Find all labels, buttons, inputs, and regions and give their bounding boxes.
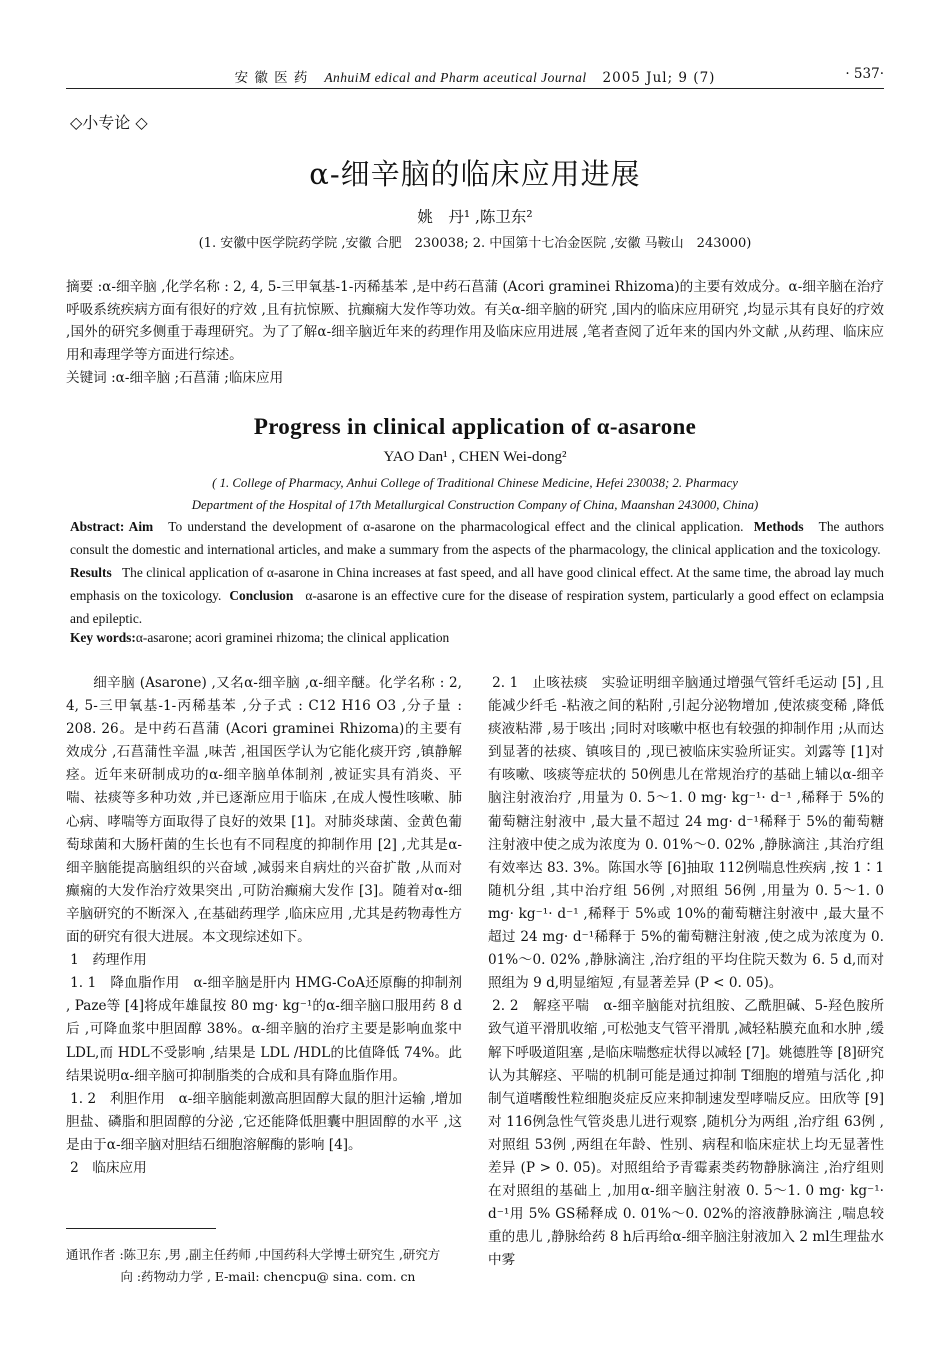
authors-en: YAO Dan¹ , CHEN Wei-dong² xyxy=(383,449,567,465)
keywords-en-items: α-asarone; acori graminei rhizoma; the clinical application xyxy=(135,630,450,645)
running-header xyxy=(66,66,884,88)
title-cn: α-细辛脑的临床应用进展 xyxy=(309,157,641,191)
abstract-conclusion: α-asarone is an effective cure for the disease of respiration system, particularly a good effect on eclampsia and epileptic. xyxy=(70,588,884,626)
title-en: Progress in clinical application of α-asarone xyxy=(253,414,697,439)
body-right-column xyxy=(488,672,884,1272)
affiliation-en-line2: Department of the Hospital of 17th Metallurgical Construction Company of China, Maanshan 243000, China) xyxy=(191,498,759,512)
journal-issue: 2005 Jul; 9 (7) xyxy=(602,70,716,86)
abstract-en xyxy=(70,515,884,630)
section-1-2: 1. 2 利胆作用 α-细辛脑能刺激高胆固醇大鼠的胆汁运输 ,增加胆盐、磷脂和胆固醇的分泌 ,它还能降低胆囊中胆固醇的水平 ,这是由于α-细辛脑对胆结石细胞溶解酶的影响 [4]。 xyxy=(66,1090,462,1153)
body-left-column xyxy=(66,672,462,1180)
abstract-conclusion-label: Conclusion xyxy=(229,588,294,603)
section-heading-2: 2 临床应用 xyxy=(70,1159,147,1176)
column-tag: ◇小专论 ◇ xyxy=(70,113,148,132)
abstract-aim-label: Abstract: Aim xyxy=(70,519,154,534)
abstract-results-label: Results xyxy=(70,565,112,580)
abstract-aim: To understand the development of α-asarone on the pharmacological effect and the clinical application. xyxy=(168,519,744,534)
affiliation-cn: (1. 安徽中医学院药学院 ,安徽 合肥 230038; 2. 中国第十七冶金医院 ,安徽 马鞍山 243000) xyxy=(198,236,752,251)
page-number: · 537· xyxy=(845,66,884,82)
abstract-methods-label: Methods xyxy=(753,519,804,534)
section-2-1: 2. 1 止咳祛痰 实验证明细辛脑通过增强气管纤毛运动 [5] ,且能减少纤毛 -粘液之间的粘附 ,引起分泌物增加 ,使浓痰变稀 ,降低痰液粘滞 ,易于咳出 ;同时对咳嗽中枢也有较强的抑制作用 ;从而达到显著的祛痰、镇咳目的 ,现已被临床实验所证实。刘露等 [1]对有咳嗽、咳痰等症状的 50例患儿在常规治疗的基础上辅以α-细辛脑注射液治疗 ,用量为 0. 5～1. 0 mg· kg⁻¹· d⁻¹ ,稀释于 5%的葡萄糖注射液中 ,最大量不超过 24 mg· d⁻¹稀释于 5%的葡萄糖注射液中使之成为浓度为 0. 01%～0. 02% ,静脉滴注 ,其治疗组有效率达 83. 3%。陈国水等 [6]抽取 112例喘息性疾病 ,按 1∶1随机分组 ,其中治疗组 56例 ,对照组 56例 ,用量为 0. 5～1. 0 mg· kg⁻¹· d⁻¹ ,稀释于 5%或 10%的葡萄糖注射液中 ,最大量不超过 24 mg· d⁻¹稀释于 5%的葡萄糖注射液 ,使之成为浓度为 0. 01%～0. 02% ,静脉滴注 ,治疗组的平均住院天数为 6. 5 d,而对照组为 9 d,明显缩短 ,有显著差异 (P < 0. 05)。 xyxy=(488,675,884,992)
keywords-en-label: Key words: xyxy=(70,630,136,645)
abstract-results: The clinical application of α-asarone in China increases at fast speed, and all have good clinical effect. At the same time, the abroad lay much emphasis on the toxicology. xyxy=(70,565,884,603)
footnote-line1: 通讯作者 :陈卫东 ,男 ,副主任药师 ,中国药科大学博士研究生 ,研究方 xyxy=(66,1247,441,1262)
keywords-cn: 关键词 :α-细辛脑 ;石菖蒲 ;临床应用 xyxy=(66,370,284,386)
abstract-methods: The authors consult the domestic and international articles, and make a summary from the aspects of the pharmacology, the clinical application and the toxicology. xyxy=(70,519,884,557)
footnote-line2: 向 :药物动力学 , E-mail: chencpu@ sina. com. cn xyxy=(120,1269,416,1284)
section-2-2: 2. 2 解痉平喘 α-细辛脑能对抗组胺、乙酰胆碱、5-羟色胺所致气道平滑肌收缩 ,可松弛支气管平滑肌 ,减轻粘膜充血和水肿 ,缓解下呼吸道阻塞 ,是临床喘憋症状得以减轻 [7]。姚德胜等 [8]研究认为其解痉、平喘的机制可能是通过抑制 T细胞的增殖与活化 ,抑制气道嗜酸性粒细胞炎症反应来抑制速发型哮喘反应。田欣等 [9]对 116例急性气管炎患儿进行观察 ,随机分为两组 ,治疗组 63例 ,对照组 53例 ,两组在年龄、性别、病程和临床症状上均无显著性差异 (P > 0. 05)。对照组给予青霉素类药物静脉滴注 ,治疗组则在对照组的基础上 ,加用α-细辛脑注射液 0. 5～1. 0 mg· kg⁻¹· d⁻¹用 5% GS稀释成 0. 01%～0. 02%的溶液静脉滴注 ,喘息较重的患儿 ,静脉给药 8 h后再给α-细辛脑注射液加入 2 ml生理盐水中雾 xyxy=(488,998,884,1269)
corresponding-author-footnote xyxy=(66,1244,466,1288)
section-1-1: 1. 1 降血脂作用 α-细辛脑是肝内 HMG-CoA还原酶的抑制剂 , Paze等 [4]将成年雄鼠按 80 mg· kg⁻¹的α-细辛脑口服用药 8 d后 ,可降血浆中胆固醇 38%。α-细辛脑的治疗主要是影响血浆中 LDL,而 HDL不受影响 ,结果是 LDL /HDL的比值降低 74%。此结果说明α-细辛脑可抑制脂类的合成和具有降血脂作用。 xyxy=(66,975,462,1084)
abstract-cn: 摘要 :α-细辛脑 ,化学名称 : 2, 4, 5-三甲氧基-1-丙稀基苯 ,是中药石菖蒲 (Acori graminei Rhizoma)的主要有效成分。α-细辛脑在治疗呼吸系统疾病方面有很好的疗效 ,且有抗惊厥、抗癫痫大发作等功效。有关α-细辛脑的研究 ,国内的临床应用研究 ,均显示其有良好的疗效 ,国外的研究多侧重于毒理研究。为了了解α-细辛脑近年来的药理作用及临床应用进展 ,笔者查阅了近年来的国内外文献 ,从药理、临床应用和毒理学等方面进行综述。 xyxy=(66,279,884,363)
keywords-en xyxy=(70,630,449,646)
affiliation-en xyxy=(66,472,884,516)
affiliation-en-line1: ( 1. College of Pharmacy, Anhui College of Traditional Chinese Medicine, Hefei 230038; 2. Pharmacy xyxy=(212,476,738,490)
section-heading-1: 1 药理作用 xyxy=(70,952,147,969)
authors-cn: 姚 丹¹ ,陈卫东² xyxy=(417,208,533,226)
journal-name-cn: 安 徽 医 药 xyxy=(234,70,309,86)
intro-paragraph: 细辛脑 (Asarone) ,又名α-细辛脑 ,α-细辛醚。化学名称 : 2, 4, 5-三甲氧基-1-丙稀基苯 ,分子式 : C12 H16 O3 ,分子量 : 208. 26。是中药石菖蒲 (Acori graminei Rhizoma)的主要有效成分 ,石菖蒲性辛温 ,味苦 ,祖国医学认为它能化痰开窍 ,镇静解痉。近年来研制成功的α-细辛脑单体制剂 ,被证实具有消炎、平喘、祛痰等多种功效 ,并已逐渐应用于临床 ,在成人慢性咳嗽、肺心病、哮喘等方面取得了良好的效果 [1]。对肺炎球菌、金黄色葡萄球菌和大肠杆菌的生长也有不同程度的抑制作用 [2] ,尤其是α-细辛脑能提高脑组织的兴奋域 ,减弱来自病灶的兴奋扩散 ,从而对癫痫的大发作治疗效果突出 ,可防治癫痫大发作 [3]。随着对α-细辛脑研究的不断深入 ,在基础药理学 ,临床应用 ,尤其是药物毒性方面的研究有很大进展。本文现综述如下。 xyxy=(66,675,462,946)
footnote-rule xyxy=(66,1228,216,1229)
header-rule xyxy=(66,88,884,89)
journal-name-en: AnhuiM edical and Pharm aceutical Journal xyxy=(324,70,587,85)
